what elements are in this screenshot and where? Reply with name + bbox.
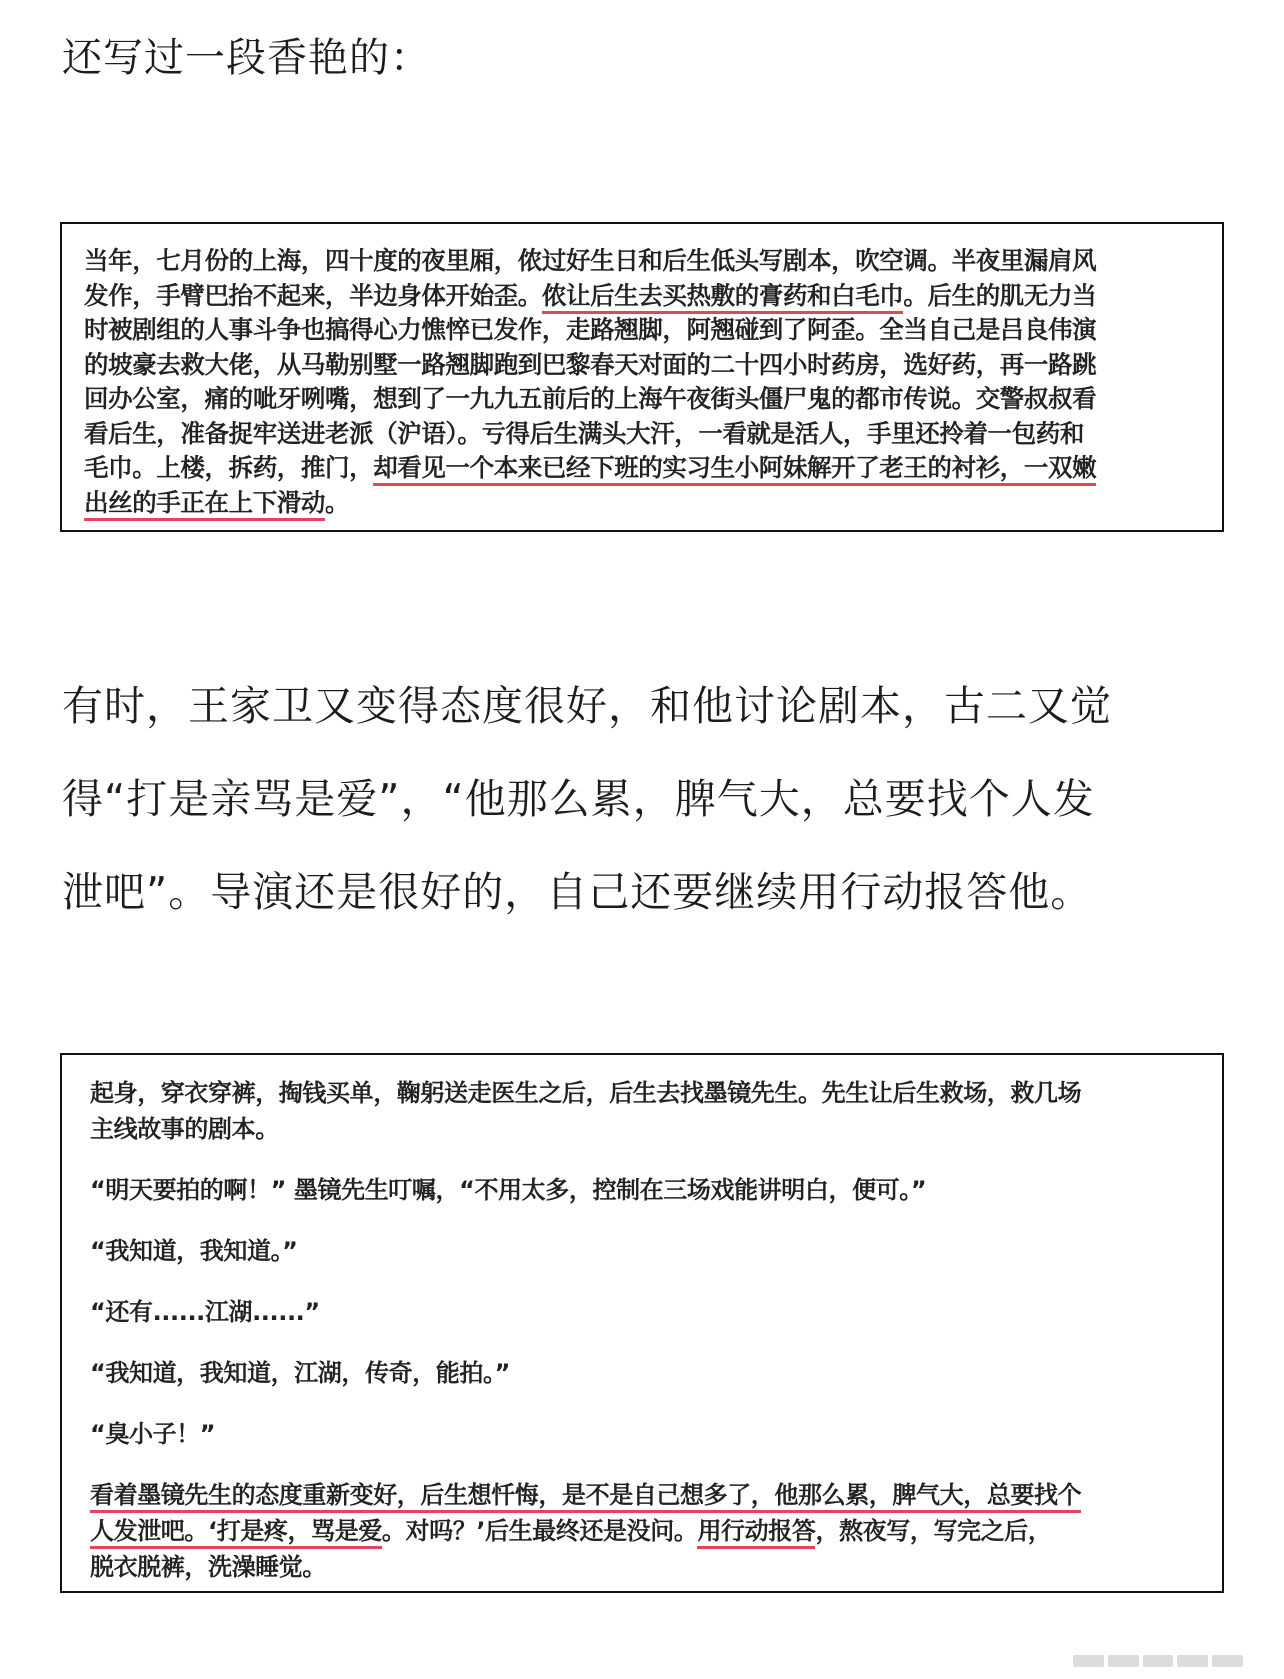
excerpt-line: 时被剧组的人事斗争也搞得心力憔悴已发作，走路翘脚，阿翘碰到了阿歪。全当自己是吕良伟演: [84, 315, 1097, 344]
excerpt-line: 看后生，准备捉牢送进老派（沪语）。亏得后生满头大汗，一看就是活人，手里还拎着一包药和: [84, 418, 1084, 448]
excerpt-line: [84, 451, 1202, 486]
excerpt-line: 回办公室，痛的呲牙咧嘴，想到了一九九五前后的上海午夜街头僵尸鬼的都市传说。交警叔叔看: [84, 384, 1097, 413]
paragraph-line: 泄吧”。导演还是很好的，自己还要继续用行动报答他。: [62, 868, 1093, 916]
dialogue-line: “臭小子！”: [90, 1420, 216, 1448]
dialogue-line: “我知道，我知道。”: [90, 1237, 298, 1265]
underlined-text: 用行动报答: [697, 1517, 815, 1549]
excerpt-line: 起身，穿衣穿裤，掏钱买单，鞠躬送走医生之后，后生去找墨镜先生。先生让后生救场，救几场: [90, 1079, 1082, 1107]
excerpt-text: ，熬夜写，写完之后，: [815, 1517, 1052, 1545]
excerpt-line: [90, 1477, 1202, 1513]
excerpt-text: 。后生的肌无力当: [903, 280, 1097, 310]
excerpt-line: 的坡豪去救大佬，从马勒别墅一路翘脚跑到巴黎春天对面的二十四小时药房，选好药，再一路跳: [84, 349, 1097, 379]
excerpt-text: 。对吗？’后生最终还是没问。: [381, 1517, 698, 1545]
underlined-text: 出丝的手正在上下滑动: [84, 488, 325, 521]
dialogue-line: “还有......江湖......”: [90, 1298, 320, 1326]
underlined-text: 却看见一个本来已经下班的实习生小阿妹解开了老王的衬衫，一双嫩: [373, 453, 1096, 486]
watermark: [1073, 1653, 1243, 1669]
excerpt-text: 毛巾。上楼，拆药，推门，: [84, 453, 374, 482]
excerpt-line: 主线故事的剧本。: [90, 1115, 279, 1143]
excerpt-box-1: [60, 222, 1224, 532]
intro-heading: 还写过一段香艳的：: [62, 35, 431, 81]
underlined-text: 侬让后生去买热敷的膏药和白毛巾: [542, 281, 904, 314]
dialogue-line: “我知道，我知道，江湖，传奇，能拍。”: [90, 1359, 510, 1387]
commentary-paragraph: [62, 660, 1232, 939]
underlined-text: 看着墨镜先生的态度重新变好，后生想忏悔，是不是自己想多了，他那么累，脾气大，总要找个: [90, 1481, 1081, 1513]
excerpt-text: 。: [325, 487, 350, 517]
excerpt-line: 脱衣脱裤，洗澡睡觉。: [90, 1553, 326, 1581]
excerpt-line: [90, 1513, 1202, 1549]
paragraph-line: 有时，王家卫又变得态度很好，和他讨论剧本，古二又觉: [62, 682, 1112, 730]
dialogue-line: “明天要拍的啊！” 墨镜先生叮嘱，“不用太多，控制在三场戏能讲明白，便可。”: [90, 1176, 927, 1204]
excerpt-text: 发作，手臂巴抬不起来，半边身体开始歪。: [84, 280, 542, 310]
excerpt-line: [84, 279, 1202, 314]
excerpt-line: [84, 486, 1202, 521]
excerpt-box-2: [60, 1053, 1224, 1593]
underlined-text: 人发泄吧。‘打是疼，骂是爱: [90, 1517, 382, 1549]
excerpt-line: 当年，七月份的上海，四十度的夜里厢，侬过好生日和后生低头写剧本，吹空调。半夜里漏肩风: [84, 246, 1097, 275]
paragraph-line: 得“打是亲骂是爱”，“他那么累，脾气大，总要找个人发: [62, 775, 1095, 823]
